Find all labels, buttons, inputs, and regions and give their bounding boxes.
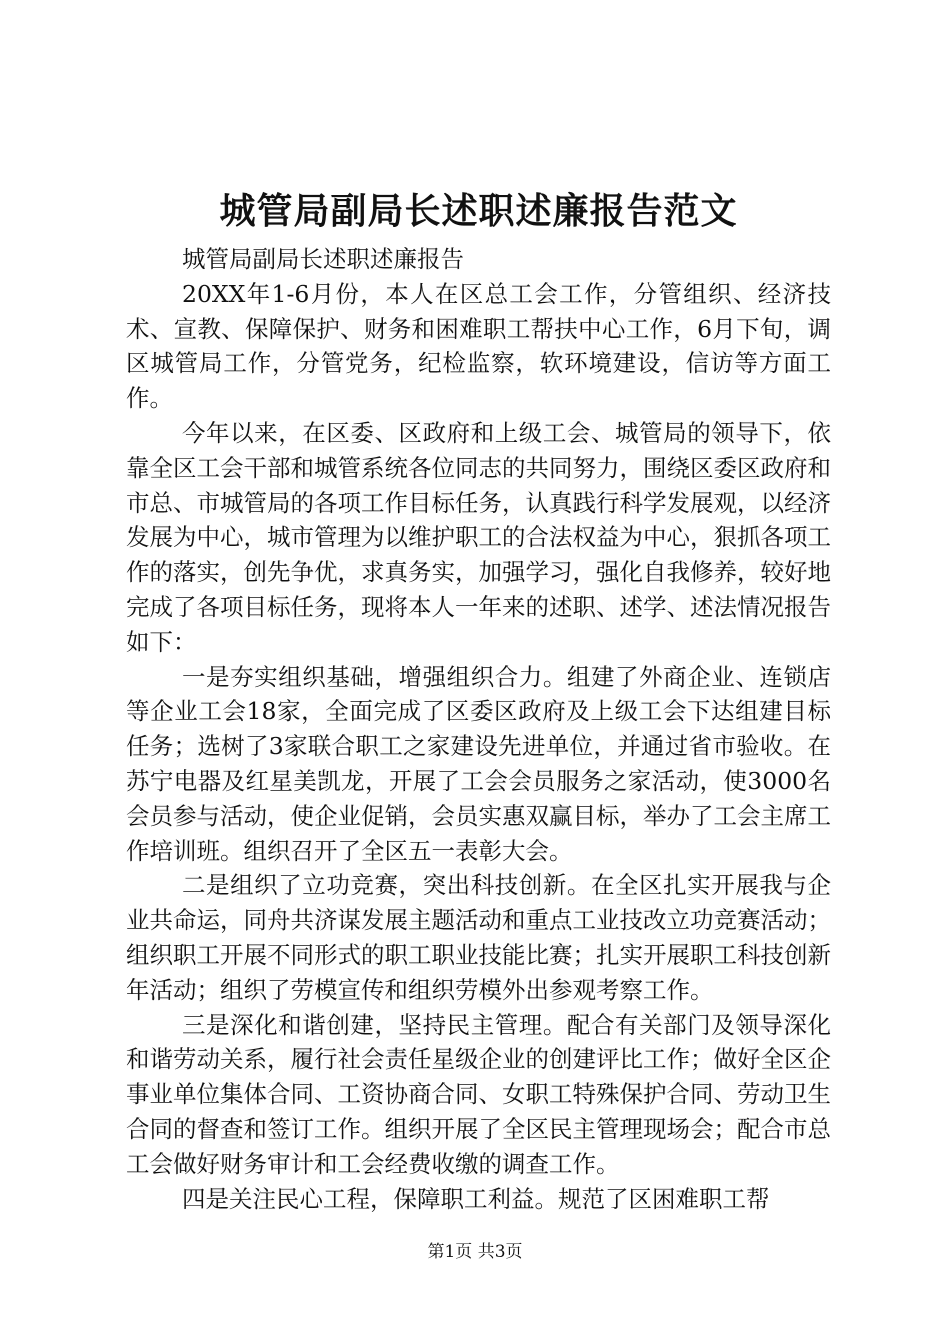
document-body: [126, 277, 831, 1217]
paragraph-point-three: 三是深化和谐创建，坚持民主管理。配合有关部门及领导深化和谐劳动关系，履行社会责任星级企业的创建评比工作；做好全区企事业单位集体合同、工资协商合同、女职工特殊保护合同、劳动卫生合同的督查和签订工作。组织开展了全区民主管理现场会；配合市总工会做好财务审计和工会经费收缴的调查工作。: [126, 1010, 831, 1178]
paragraph-intro: 20XX年1-6月份，本人在区总工会工作，分管组织、经济技术、宣教、保障保护、财务和困难职工帮扶中心工作，6月下旬，调区城管局工作，分管党务，纪检监察，软环境建设，信访等方面工作。: [126, 279, 831, 413]
paragraph-point-two: 二是组织了立功竞赛，突出科技创新。在全区扎实开展我与企业共命运，同舟共济谋发展主题活动和重点工业技改立功竞赛活动；组织职工开展不同形式的职工职业技能比赛；扎实开展职工科技创新年活动；组织了劳模宣传和组织劳模外出参观考察工作。: [126, 871, 831, 1004]
document-title: 城管局副局长述职述廉报告范文: [219, 190, 738, 232]
paragraph-point-four: 四是关注民心工程，保障职工利益。规范了区困难职工帮: [182, 1184, 770, 1213]
document-subtitle: 城管局副局长述职述廉报告: [182, 245, 464, 273]
page-number-footer: 第1页 共3页: [427, 1242, 523, 1262]
paragraph-overview: 今年以来，在区委、区政府和上级工会、城管局的领导下，依靠全区工会干部和城管系统各位同志的共同努力，围绕区委区政府和市总、市城管局的各项工作目标任务，认真践行科学发展观，以经济发展为中心，城市管理为以维护职工的合法权益为中心，狠抓各项工作的落实，创先争优，求真务实，加强学习，强化自我修养，较好地完成了各项目标任务，现将本人一年来的述职、述学、述法情况报告如下：: [126, 418, 831, 656]
document-page: [126, 180, 831, 1216]
paragraph-point-one: 一是夯实组织基础，增强组织合力。组建了外商企业、连锁店等企业工会18家，全面完成了区委区政府及上级工会下达组建目标任务；选树了3家联合职工之家建设先进单位，并通过省市验收。在苏宁电器及红星美凯龙，开展了工会会员服务之家活动，使3000名会员参与活动，使企业促销，会员实惠双赢目标，举办了工会主席工作培训班。组织召开了全区五一表彰大会。: [126, 662, 831, 865]
